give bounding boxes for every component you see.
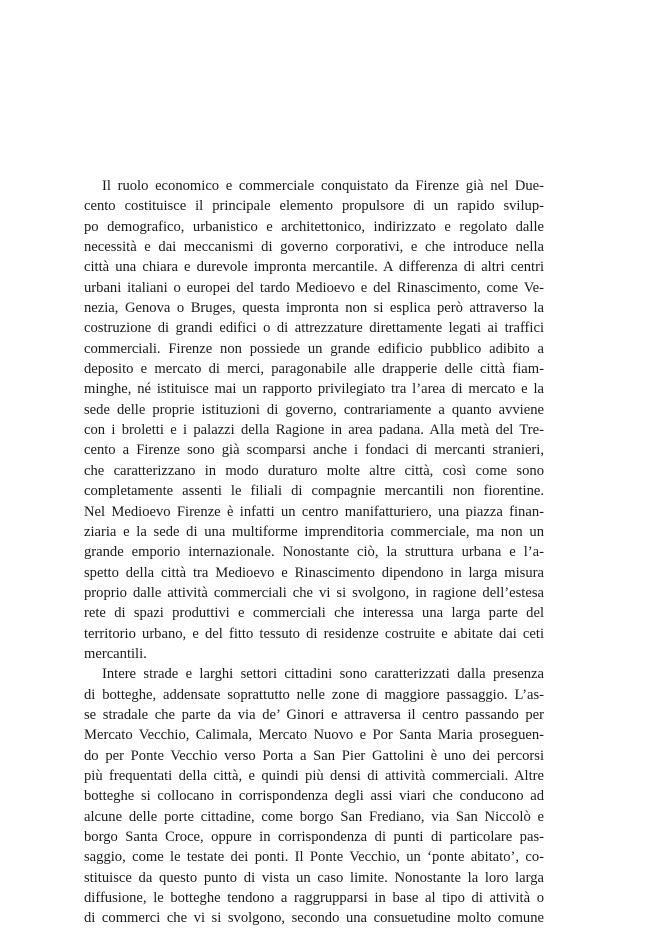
text-line: alcune delle porte cittadine, come borgo San Frediano, via San Niccolò e: [84, 808, 544, 825]
text-line: sede delle proprie istituzioni di governo, contrariamente a quanto avviene: [84, 401, 544, 418]
text-line: Nel Medioevo Firenze è infatti un centro manifatturiero, una piazza finan-: [84, 503, 544, 520]
text-line: Mercato Vecchio, Calimala, Mercato Nuovo e Por Santa Maria proseguen-: [84, 727, 544, 744]
text-line: città una chiara e durevole impronta mercantile. A differenza di altri centri: [84, 259, 544, 276]
text-line: costruzione di grandi edifici o di attrezzature direttamente legati ai traffici: [84, 320, 544, 337]
text-line: territorio urbano, e del fitto tessuto di residenze costruite e abitate dai ceti: [84, 625, 544, 642]
text-line: Il ruolo economico e commerciale conquistato da Firenze già nel Due-: [102, 178, 544, 194]
text-line: che caratterizzano in modo duraturo molte altre città, così come sono: [84, 462, 544, 479]
text-line: po demografico, urbanistico e architettonico, indirizzato e regolato dalle: [84, 218, 544, 235]
text-line: completamente assenti le filiali di compagnie mercantili non fiorentine.: [84, 483, 544, 500]
text-line: di commerci che vi si svolgono, secondo una consuetudine molto comune: [84, 910, 544, 927]
text-line: diffusione, le botteghe tendono a raggrupparsi in base al tipo di attività o: [84, 890, 544, 907]
text-line: stituisce da questo punto di vista un caso limite. Nonostante la loro larga: [84, 869, 544, 886]
text-line: rete di spazi produttivi e commerciali che interessa una larga parte del: [84, 605, 544, 622]
body-text: [84, 176, 544, 929]
text-line: se stradale che parte da via de’ Ginori e attraversa il centro passando per: [84, 706, 544, 723]
text-line: deposito e mercato di merci, paragonabile alle drapperie delle città fiam-: [84, 361, 544, 378]
text-line: minghe, né istituisce mai un rapporto privilegiato tra l’area di mercato e la: [84, 381, 544, 398]
text-line: più frequentati della città, e quindi più densi di attività commerciali. Altre: [84, 767, 544, 784]
text-line: do per Ponte Vecchio verso Porta a San Pier Gattolini è uno dei percorsi: [84, 747, 544, 764]
text-line: proprio dalle attività commerciali che vi si svolgono, in ragione dell’estesa: [84, 584, 544, 601]
text-line: saggio, come le testate dei ponti. Il Ponte Vecchio, un ‘ponte abitato’, co-: [84, 849, 544, 866]
text-line: di botteghe, addensate soprattutto nelle zone di maggiore passaggio. L’as-: [84, 686, 544, 703]
text-line: urbani italiani o europei del tardo Medioevo e del Rinascimento, come Ve-: [84, 279, 544, 296]
text-line: borgo Santa Croce, oppure in corrispondenza di punti di particolare pas-: [84, 829, 544, 845]
text-line: necessità e dai meccanismi di governo corporativi, e che introduce nella: [84, 239, 544, 256]
text-line: commerciali. Firenze non possiede un grande edificio pubblico adibito a: [84, 340, 544, 357]
text-line: con i broletti e i palazzi della Ragione in area padana. Alla metà del Tre-: [84, 422, 544, 439]
text-line: cento a Firenze sono già scomparsi anche i fondaci di mercanti stranieri,: [84, 442, 544, 459]
text-line: botteghe si collocano in corrispondenza degli assi viari che conducono ad: [84, 788, 544, 805]
text-line: cento costituisce il principale elemento propulsore di un rapido svilup-: [84, 198, 544, 215]
paragraph-2: [84, 664, 544, 928]
text-line: grande emporio internazionale. Nonostante ciò, la struttura urbana e l’a-: [84, 544, 544, 561]
text-line: nezia, Genova o Bruges, questa impronta non si esplica però attraverso la: [84, 300, 544, 317]
paragraph-1: [84, 176, 544, 664]
text-line: spetto della città tra Medioevo e Rinascimento dipendono in larga misura: [84, 564, 544, 581]
text-line: ziaria e la sede di una multiforme imprenditoria commerciale, ma non un: [84, 523, 544, 540]
text-line: Intere strade e larghi settori cittadini sono caratterizzati dalla presenza: [102, 666, 544, 683]
text-line: mercantili.: [84, 645, 147, 662]
